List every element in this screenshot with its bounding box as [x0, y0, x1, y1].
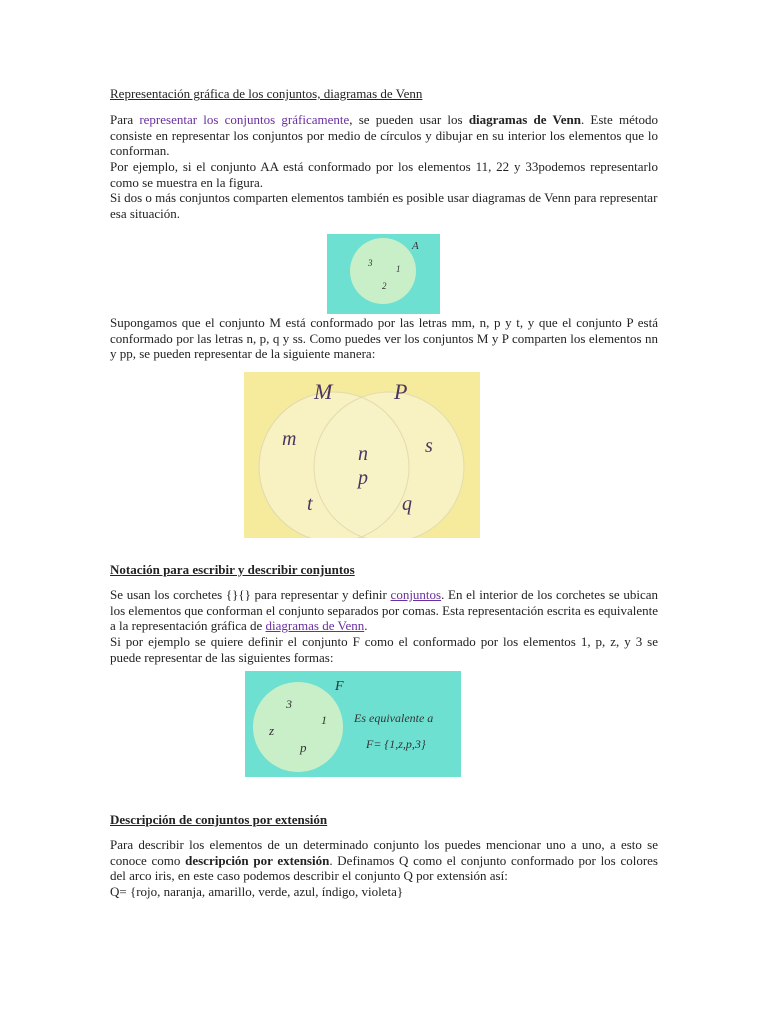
notation-text-b: . En el interior de los corchetes se ubican los elementos que conforman el conjunto separados por comas. Esta representación escrita es equivalente a la representación gráfica de	[110, 587, 658, 634]
venn-p-circle	[314, 392, 464, 538]
paragraph-shared: Si dos o más conjuntos comparten elementos también es posible usar diagramas de Venn para representar esa situación.	[110, 190, 658, 221]
section-title-venn: Representación gráfica de los conjuntos, diagramas de Venn	[110, 86, 423, 101]
section-title-extension: Descripción de conjuntos por extensión	[110, 812, 328, 827]
venn-diagram-m-p	[244, 372, 480, 538]
paragraph-intro	[110, 112, 658, 159]
venn-element-shared: n	[358, 443, 368, 465]
link-conjuntos[interactable]: conjuntos	[390, 587, 442, 602]
paragraph-notation	[110, 587, 658, 634]
venn-f-circle	[253, 682, 343, 772]
venn-label-m: M	[314, 379, 333, 404]
venn-f-label: F	[335, 679, 344, 694]
venn-f-element: p	[300, 740, 307, 755]
venn-element-right: q	[402, 493, 412, 515]
set-f-notation: F= {1,z,p,3}	[366, 737, 426, 751]
venn-f-element: 1	[321, 713, 327, 727]
paragraph-extension	[110, 837, 658, 884]
venn-a-element: 3	[368, 258, 373, 268]
notation-text-c: .	[364, 618, 368, 634]
extension-text-b: . Definamos Q como el conjunto conformado por los colores del arco iris, en este caso podemos describir el conjunto Q por extensión así:	[110, 852, 658, 884]
paragraph-sets-m-p: Supongamos que el conjunto M está conformado por las letras mm, n, p y t, y que el conjunto P está conformado por las letras n, p, q y ss. Como puedes ver los conjuntos M y P comparten los elementos nn y pp, se pueden representar de la siguiente manera:	[110, 315, 658, 362]
venn-f-element: z	[269, 723, 275, 738]
venn-a-label: A	[412, 240, 419, 252]
venn-element-left: m	[282, 428, 297, 450]
notation-text-a: Se usan los corchetes {}{} para representar y definir	[110, 587, 391, 602]
venn-f-element: 3	[286, 697, 292, 711]
extension-bold: descripción por extensión	[185, 852, 330, 868]
venn-diagram-a	[327, 234, 440, 314]
section-title-notation: Notación para escribir y describir conjuntos	[110, 562, 355, 577]
venn-element-shared: p	[358, 467, 368, 489]
link-representar-conjuntos[interactable]: representar los conjuntos gráficamente	[139, 112, 350, 127]
equivalence-text: Es equivalente a	[354, 711, 434, 725]
venn-diagram-f	[245, 671, 461, 777]
venn-a-element: 1	[396, 264, 401, 274]
intro-bold-venn: diagramas de Venn	[468, 112, 581, 127]
venn-label-p: P	[394, 379, 408, 404]
set-q-definition: Q= {rojo, naranja, amarillo, verde, azul, índigo, violeta}	[110, 884, 404, 899]
venn-a-element: 2	[382, 281, 387, 291]
paragraph-set-f: Si por ejemplo se quiere definir el conjunto F como el conformado por los elementos 1, p, z, y 3 se puede representar de las siguientes formas:	[110, 634, 658, 665]
venn-element-right: s	[425, 435, 433, 457]
intro-text-a: Para	[110, 112, 140, 127]
paragraph-example: Por ejemplo, si el conjunto AA está conformado por los elementos 11, 22 y 33podemos representarlo como se muestra en la figura.	[110, 159, 658, 190]
link-diagramas-venn[interactable]: diagramas de Venn	[265, 618, 365, 634]
extension-text-a: Para describir los elementos de un determinado conjunto los puedes mencionar uno a uno, a esto se conoce como	[110, 837, 658, 868]
intro-text-b: , se pueden usar los	[349, 112, 469, 127]
venn-element-left: t	[307, 493, 313, 515]
venn-a-circle	[350, 238, 416, 304]
intro-text-c: . Este método consiste en representar los conjuntos por medio de círculos y dibujar en su interior los elementos que lo conforman.	[110, 112, 658, 159]
